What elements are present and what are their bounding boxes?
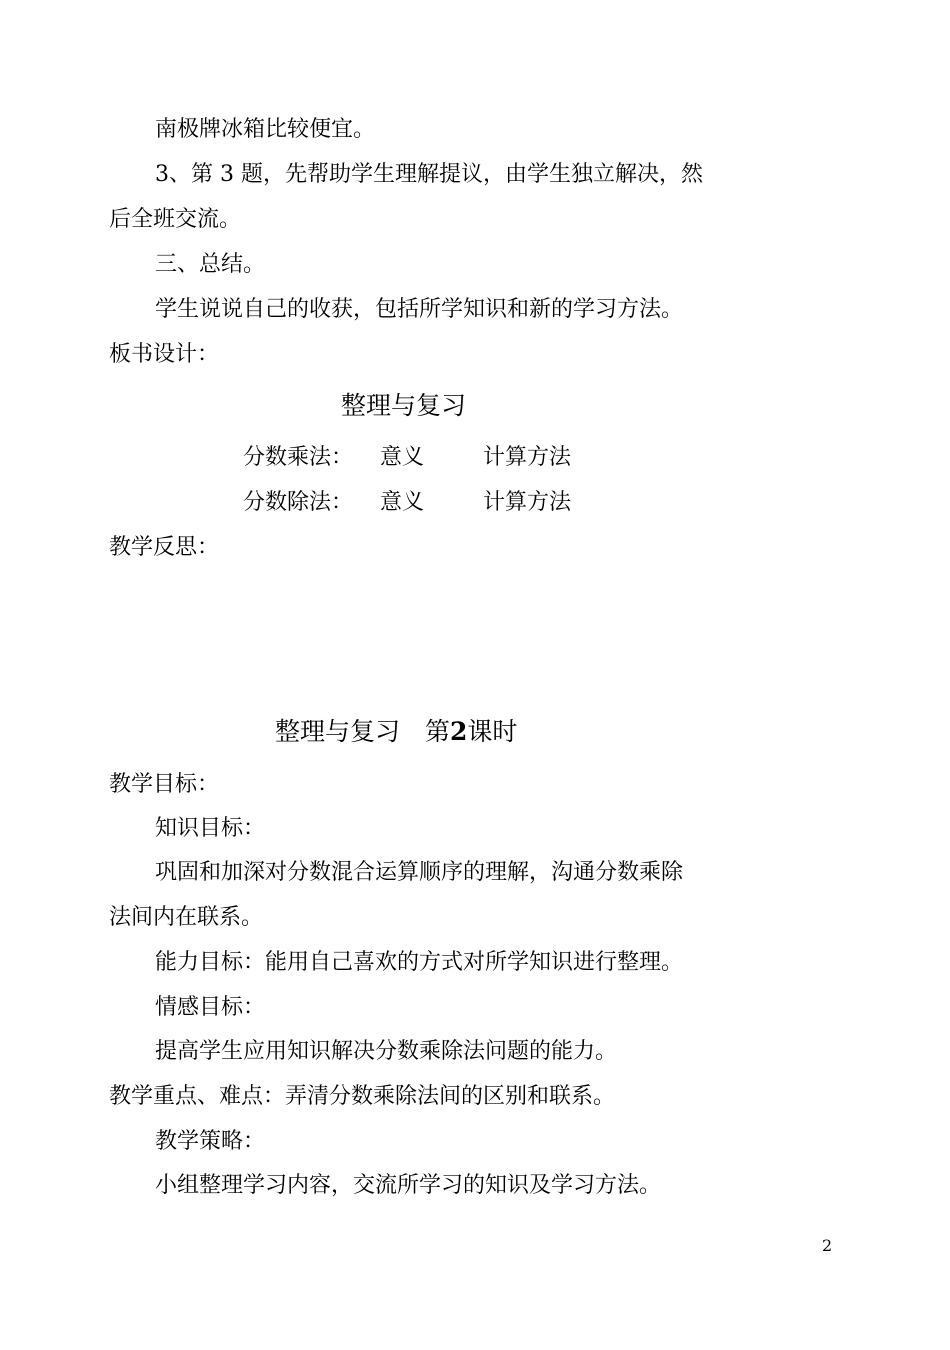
text-line: 3、第 3 题，先帮助学生理解提议，由学生独立解决，然	[155, 162, 703, 187]
lesson-title	[275, 715, 517, 749]
goals-label: 教学目标：	[109, 772, 220, 797]
lesson-title-suffix: 课时	[467, 717, 518, 746]
board-row-label: 分数除法：	[243, 490, 354, 515]
text-line: 巩固和加深对分数混合运算顺序的理解，沟通分数乘除	[155, 860, 684, 885]
page-number: 2	[822, 1236, 833, 1255]
key-points: 教学重点、难点：弄清分数乘除法间的区别和联系。	[109, 1084, 616, 1109]
lesson-number: 2	[450, 717, 468, 746]
board-title: 整理与复习	[341, 391, 467, 420]
text-line: 小组整理学习内容，交流所学习的知识及学习方法。	[155, 1173, 662, 1198]
board-row-item: 意义	[380, 490, 425, 515]
text-line: 学生说说自己的收获，包括所学知识和新的学习方法。	[155, 297, 684, 322]
reflection-label: 教学反思：	[109, 535, 220, 560]
emotion-label: 情感目标：	[155, 995, 266, 1020]
text-line: 法间内在联系。	[109, 905, 264, 930]
board-row-item: 计算方法	[483, 490, 572, 515]
board-row-item: 计算方法	[483, 445, 572, 470]
board-row-item: 意义	[380, 445, 425, 470]
board-design-label: 板书设计：	[109, 342, 220, 367]
lesson-title-prefix: 整理与复习 第	[275, 717, 451, 746]
knowledge-label: 知识目标：	[155, 816, 266, 841]
text-line: 三、总结。	[155, 252, 266, 277]
strategy-label: 教学策略：	[155, 1129, 266, 1154]
board-row-label: 分数乘法：	[243, 445, 354, 470]
text-line: 后全班交流。	[109, 207, 242, 232]
text-line: 南极牌冰箱比较便宜。	[155, 117, 376, 142]
ability-goal: 能力目标：能用自己喜欢的方式对所学知识进行整理。	[155, 950, 684, 975]
text-line: 提高学生应用知识解决分数乘除法问题的能力。	[155, 1039, 618, 1064]
